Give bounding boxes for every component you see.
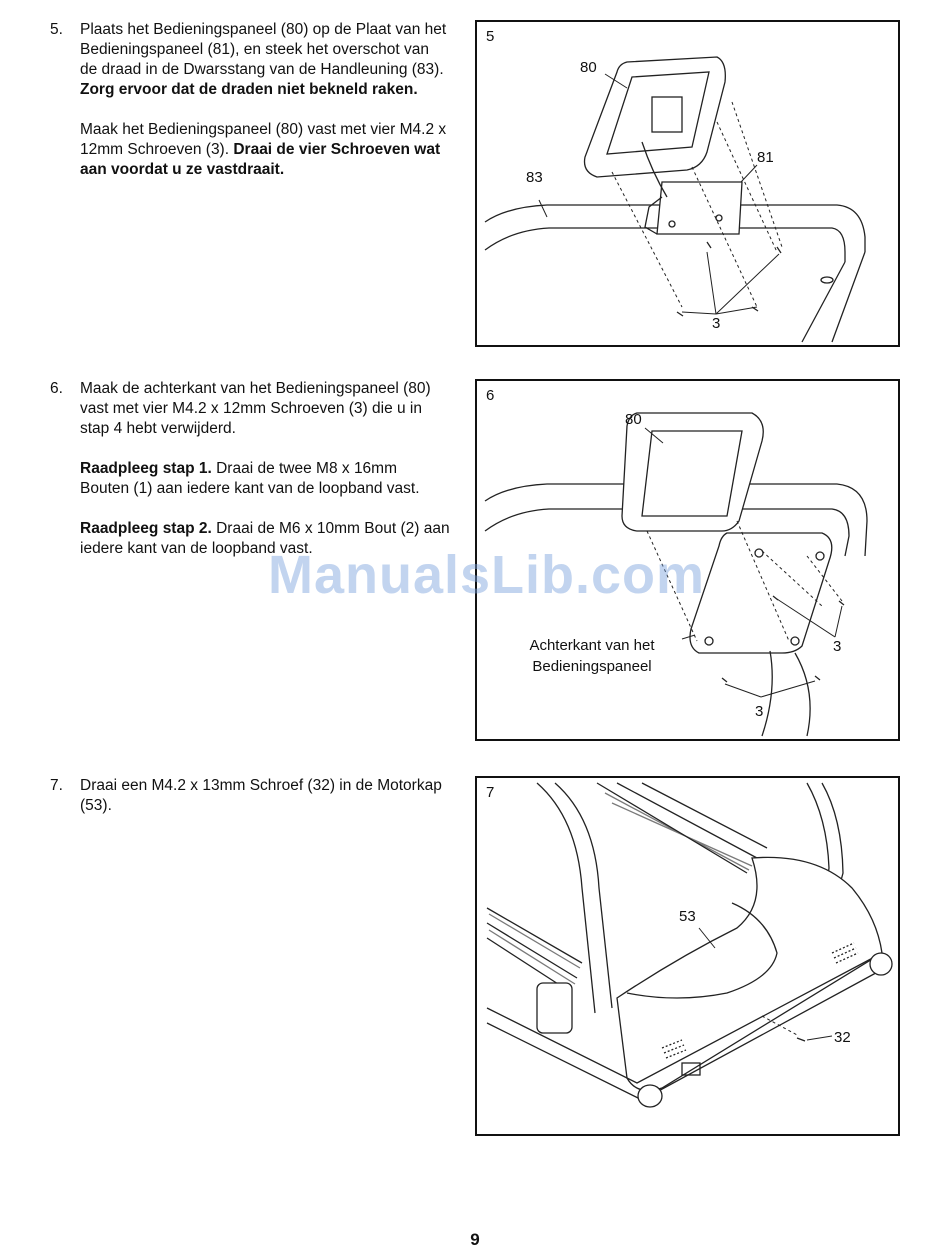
figure-7: [475, 776, 900, 1136]
step-number: 6.: [50, 380, 63, 397]
step-paragraph: Raadpleeg stap 2. Draai de M6 x 10mm Bout (2) aan iedere kant van de loopband vast.: [80, 520, 450, 557]
step-paragraph: Maak het Bedieningspaneel (80) vast met vier M4.2 x 12mm Schroeven (3). Draai de vier Schroeven wat aan voordat u ze vastdraait.: [80, 121, 447, 178]
figure-number: 6: [486, 387, 495, 404]
back-cover: [690, 533, 832, 653]
step-paragraph: Raadpleeg stap 1. Draai de twee M8 x 16mm Bouten (1) aan iedere kant van de loopband vast.: [80, 460, 420, 497]
step-paragraph: Draai een M4.2 x 13mm Schroef (32) in de Motorkap (53).: [80, 777, 442, 814]
callout-3: 3: [712, 315, 721, 332]
figure-number: 5: [486, 28, 495, 45]
watermark: ManualsLib.com: [268, 545, 706, 605]
figure-5: [475, 20, 900, 347]
upright-left: [537, 783, 612, 1013]
motor-hood-diagram: [477, 778, 898, 1134]
step-paragraph: Plaats het Bedieningspaneel (80) op de Plaat van het Bedieningspaneel (81), en steek het overschot van de draad in de Dwarsstang van de Handleuning (83). Zorg ervoor dat de draden niet bekneld raken.: [80, 21, 447, 98]
callout-80: 80: [580, 59, 597, 76]
callout-3-right: 3: [833, 638, 842, 655]
step-body: [80, 776, 450, 836]
back-cover-label-line1: Achterkant van het: [529, 637, 655, 654]
back-cover-label-line2: Bedieningspaneel: [532, 658, 652, 675]
upright: [802, 252, 865, 342]
step-paragraph: Maak de achterkant van het Bedieningspaneel (80) vast met vier M4.2 x 12mm Schroeven (3) die u in stap 4 hebt verwijderd.: [80, 380, 431, 437]
callout-83: 83: [526, 169, 543, 186]
callout-80: 80: [625, 411, 642, 428]
callout-81: 81: [757, 149, 774, 166]
console-assembly-diagram: [477, 22, 898, 345]
figure-number: 7: [486, 784, 495, 801]
step-number: 5.: [50, 21, 63, 38]
step-number: 7.: [50, 777, 63, 794]
callout-53: 53: [679, 908, 696, 925]
callout-3-bottom: 3: [755, 703, 764, 720]
step-body: [80, 20, 450, 200]
callout-32: 32: [834, 1029, 851, 1046]
page-number: 9: [470, 1230, 480, 1249]
